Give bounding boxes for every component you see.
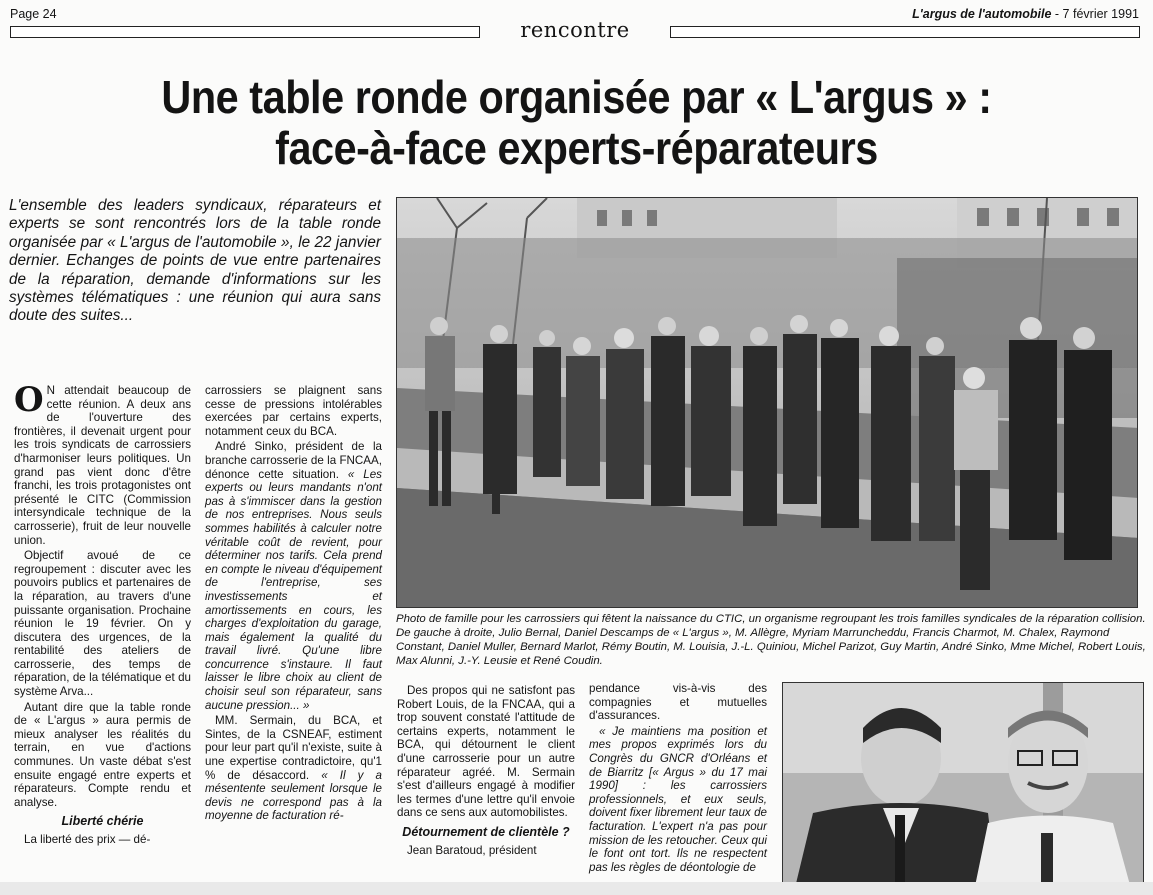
col2-paragraph-3: MM. Sermain, du BCA, et Sintes, de la CSNEAF, estiment pour leur part qu'il n'existe, suite à une expertise contradictoire, qu'1 % de désaccord. « Il y a mésentente seulement lorsque le devis ne correspond pas à la moyenne de facturation ré- [205, 714, 382, 823]
photo-caption: Photo de famille pour les carrossiers qui fêtent la naissance du CTIC, un organisme regroupant les trois familles syndicales de la réparation collision. De gauche à droite, Julio Bernal, Daniel Descamps de « L'argus », M. Allègre, Myriam Marruncheddu, Francis Charmot, M. Chalex, Raymond Constant, Daniel Muller, Bernard Marlot, Rémy Boutin, M. Louisia, J.-L. Quiniou, Michel Parizot, Guy Martin, André Sinko, Mme Michel, Robert Louis, Max Alunni, J.-Y. Leusie et René Coudin. [396, 613, 1146, 667]
col1-paragraph-3: Autant dire que la table ronde de « L'argus » aura permis de mieux analyser les réalités du terrain, en vue d'actions communes. Un vaste débat s'est ensuite engagé entre experts et réparateurs. Compte rendu et analyse. [14, 700, 191, 809]
headline [76, 72, 1078, 174]
col3-paragraph-1: Des propos qui ne satisfont pas Robert Louis, de la FNCAA, qui a trop souvent constaté l'attitude de certains experts, notamment le BCA, qui détournent le client d'une carrosserie pour un autre réparateur agréé. M. Sermain s'est d'ailleurs engagé à modifier les termes d'une lettre qu'il envoie dans ce sens aux automobilistes. [397, 684, 575, 820]
bottom-scan-edge [0, 882, 1153, 895]
col1-paragraph-4: La liberté des prix — dé- [24, 833, 151, 846]
lede-paragraph: L'ensemble des leaders syndicaux, réparateurs et experts se sont rencontrés lors de la table ronde organisée par « L'argus de l'automobile », le 22 janvier dernier. Echanges de points de vue entre partenaires de la réparation, demande d'informations sur les systèmes télématiques : une réunion qui aura sans doute des suites... [9, 197, 381, 325]
group-photo-illustration [397, 198, 1138, 608]
col1-paragraph-1: O N attendait beaucoup de cette réunion. A deux ans de l'ouverture des frontières, il devenait urgent pour les trois syndicats de carrossiers d'harmoniser leurs politiques. Un grand pas vient donc d'être franchi, les trois protagonistes ont présenté le CITC (Commission intersyndicale technique de la carrosserie), fruit de leur nouvelle union. [14, 380, 191, 547]
group-photo [396, 197, 1138, 608]
header-rule-left [10, 26, 480, 38]
subhead-detournement: Détournement de clientèle ? [402, 824, 570, 839]
section-rubric: rencontre [520, 18, 630, 42]
article-column-2 [205, 384, 382, 825]
header-rule-right [670, 26, 1140, 38]
headline-line-1: Une table ronde organisée par « L'argus » : [161, 71, 992, 123]
headline-line-2: face-à-face experts-réparateurs [275, 122, 878, 174]
col1-paragraph-2: Objectif avoué de ce regroupement : discuter avec les pouvoirs publics et partenaires de la réparation, au travers d'une puissante organisation. Prochaine réunion le 19 février. On y discutera des urgences, de la rentabilité des ateliers de carrosserie, des temps de réparation, de la télématique et du système Arva... [14, 549, 191, 699]
col2-paragraph-1: carrossiers se plaignent sans cesse de pressions intolérables exercées par certains experts, notamment ceux du BCA. [205, 384, 382, 438]
col4-paragraph-2: « Je maintiens ma position et mes propos exprimés lors du Congrès du GNCR d'Orléans et de Biarritz [« Argus » du 17 mai 1990] : les carrossiers professionnels, et eux seuls, doivent fixer librement leur taux de facturation. L'expert n'a pas pour mission de les retoucher. Ceux qui le font ont tort. Ils ne respectent pas les règles de déontologie de [589, 724, 767, 874]
portrait-photo-illustration [783, 683, 1144, 895]
drop-cap: O [14, 380, 44, 420]
article-column-3 [397, 684, 575, 859]
issue-date: - 7 février 1991 [1054, 7, 1139, 21]
col4-paragraph-1: pendance vis-à-vis des compagnies et mutuelles d'assurances. [589, 682, 767, 723]
portrait-photo [782, 682, 1144, 895]
article-column-1 [14, 380, 191, 849]
subhead-liberte: Liberté chérie [61, 814, 144, 829]
article-column-4 [589, 682, 767, 876]
col3-paragraph-2: Jean Baratoud, président [407, 843, 537, 857]
page-number: Page 24 [10, 7, 57, 21]
col2-paragraph-2: André Sinko, président de la branche carrosserie de la FNCAA, dénonce cette situation. « Les experts ou leurs mandants n'ont pas à s'immiscer dans la gestion de nos entreprises. Nous seuls sommes habilités à calculer notre véritable coût de revient, pour déterminer nos tarifs. Cela prend en compte le niveau d'équipement de l'entreprise, ses investissements et amortissements en cours, les charges d'exploitation du garage, mais également la qualité du travail livré. Qu'une libre concurrence s'instaure. Il faut laisser le libre choix au client de choisir seul son réparateur, sans aucune pression... » [205, 440, 382, 712]
publication-line [912, 7, 1139, 21]
publication-name: L'argus de l'automobile [912, 7, 1052, 21]
